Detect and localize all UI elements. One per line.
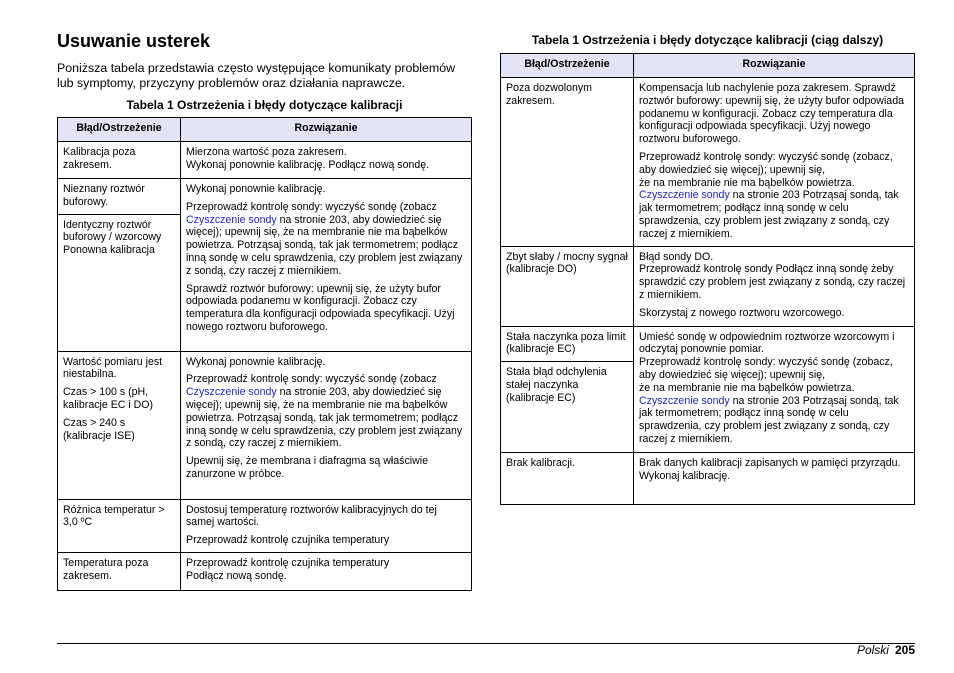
solution-text: Brak danych kalibracji zapisanych w pamięci przyrządu. — [639, 457, 901, 470]
table-header-row — [58, 118, 472, 142]
table-row — [501, 78, 915, 247]
error-cell — [58, 214, 181, 351]
error-cell — [58, 552, 181, 590]
solution-text: Wykonaj kalibrację. — [639, 469, 731, 482]
solution-line: Mierzona wartość poza zakresem. — [186, 146, 347, 158]
solution-paragraph: Przeprowadź kontrolę czujnika temperatury — [186, 534, 390, 547]
footer-language: Polski — [856, 643, 889, 657]
error-paragraph: Czas > 240 s (kalibracje ISE) — [63, 416, 135, 442]
error-text: Poza dozwolonym zakresem. — [506, 82, 592, 107]
footer-divider — [57, 643, 915, 644]
solution-paragraph — [186, 201, 466, 278]
solution-cell — [181, 179, 472, 352]
calibration-errors-table-continued — [500, 53, 915, 505]
solution-text: Przeprowadź kontrolę sondy Podłącz inną sondę żeby sprawdzić czy problem jest związany z sondą, czy raczej z miernikiem. — [639, 263, 906, 301]
solution-paragraph: Sprawdź roztwór buforowy: upewnij się, że użyty bufor odpowiada podanemu w konfiguracji. Zobacz czy temperatura dla konfiguracji odpowiada specyfikacji. Użyj nowego roztworu buforowego. — [186, 282, 455, 333]
solution-text: na stronie 203, aby dowiedzieć się więcej); upewnij się, że na membranie nie ma bąbelków powietrza. Potrząsaj sondą, tak jak termometrem; podłącz inną sondę w celu sprawdzenia, czy problem jest związany z sondą, czy raczej z miernikiem. — [186, 213, 463, 277]
solution-text: na stronie 203 Potrząsaj sondą, tak jak termometrem; podłącz inną sondę w celu sprawdzenia, czy problem jest związany z sondą, czy raczej z miernikiem. — [639, 189, 899, 240]
solution-paragraph: Wykonaj ponownie kalibrację. — [186, 183, 326, 195]
solution-cell — [634, 326, 915, 453]
solution-paragraph: Upewnij się, że membrana i diafragma są właściwie zanurzone w próbce. — [186, 455, 428, 480]
error-text: Zbyt słaby / mocny sygnał (kalibracje DO) — [506, 250, 628, 276]
page-footer — [857, 643, 915, 657]
error-text: Różnica temperatur > 3,0 ºC — [63, 503, 165, 529]
error-cell — [501, 78, 634, 247]
solution-paragraph: Dostosuj temperaturę roztworów kalibracyjnych do tej samej wartości. — [186, 503, 437, 529]
solution-line: Wykonaj ponownie kalibrację. Podłącz nową sondę. — [186, 158, 430, 171]
intro-paragraph: Poniższa tabela przedstawia często występujące komunikaty problemów lub symptomy, przyczyny problemów oraz działania naprawcze. — [57, 61, 456, 90]
table-row — [58, 142, 472, 179]
solution-cell — [181, 499, 472, 552]
solution-paragraph: Kompensacja lub nachylenie poza zakresem. Sprawdź roztwór buforowy: upewnij się, że użyty bufor odpowiada podanemu w konfiguracji. Zobacz czy temperatura dla konfiguracji odpowiada specyfikacji. Użyj nowego roztworu buforowego. — [639, 82, 904, 146]
cleaning-link[interactable]: Czyszczenie sondy — [186, 213, 277, 226]
solution-cell — [181, 552, 472, 590]
table-row — [501, 326, 915, 362]
solution-text: na stronie 203 Potrząsaj sondą, tak jak termometrem; podłącz inną sondę w celu sprawdzenia, czy problem jest związany z sondą, czy raczej z miernikiem. — [639, 394, 899, 445]
table-caption-continued: Tabela 1 Ostrzeżenia i błędy dotyczące kalibracji (ciąg dalszy) — [531, 33, 884, 47]
error-cell — [58, 142, 181, 179]
solution-paragraph: Skorzystaj z nowego roztworu wzorcowego. — [639, 306, 845, 319]
header-error: Błąd/Ostrzeżenie — [58, 118, 181, 142]
solution-text: na stronie 203, aby dowiedzieć się więcej); upewnij się, że na membranie nie ma bąbelków powietrza. Potrząsaj sondą, tak jak termometrem; podłącz inną sondę w celu sprawdzenia, czy problem jest związany z sondą, czy raczej z miernikiem. — [186, 386, 463, 450]
cleaning-link[interactable]: Czyszczenie sondy — [639, 394, 730, 407]
cleaning-link[interactable]: Czyszczenie sondy — [639, 189, 730, 202]
error-text: Ponowna kalibracja — [63, 244, 155, 257]
solution-text: Przeprowadź kontrolę sondy: wyczyść sondę (zobacz — [186, 200, 437, 213]
header-solution: Rozwiązanie — [634, 54, 915, 78]
table-row — [501, 246, 915, 326]
solution-paragraph — [639, 251, 909, 302]
cleaning-link[interactable]: Czyszczenie sondy — [186, 386, 277, 399]
table-caption: Tabela 1 Ostrzeżenia i błędy dotyczące kalibracji — [126, 98, 403, 112]
solution-paragraph — [186, 373, 466, 450]
solution-paragraph — [639, 151, 909, 241]
error-text: Nieznany roztwór buforowy. — [63, 183, 145, 208]
error-cell — [58, 351, 181, 499]
solution-text: Umieść sondę w odpowiednim roztworze wzorcowym i odczytaj ponownie pomiar. — [639, 330, 895, 356]
solution-paragraph: Wykonaj ponownie kalibrację. — [186, 355, 326, 368]
solution-cell — [634, 78, 915, 247]
solution-line: Przeprowadź kontrolę czujnika temperatury — [186, 556, 390, 569]
error-text: Stała naczynka poza limit (kalibracje EC) — [506, 330, 626, 356]
solution-cell — [634, 246, 915, 326]
solution-line: Podłącz nową sondę. — [186, 569, 287, 582]
error-paragraph: Wartość pomiaru jest niestabilna. — [63, 355, 163, 381]
solution-cell — [181, 142, 472, 179]
solution-cell — [634, 453, 915, 505]
table-row — [58, 552, 472, 590]
error-cell — [501, 453, 634, 505]
error-text: Identyczny roztwór buforowy / wzorcowy — [63, 218, 162, 244]
calibration-errors-table — [57, 117, 472, 591]
table-row — [58, 179, 472, 215]
solution-text: że na membranie nie ma bąbelków powietrza. — [639, 381, 855, 394]
solution-text: Przeprowadź kontrolę sondy: wyczyść sondę (zobacz, aby dowiedzieć się więcej); upewnij się, — [639, 150, 893, 176]
solution-cell — [181, 351, 472, 499]
error-text: Stała błąd odchylenia stałej naczynka (kalibracje EC) — [506, 366, 607, 404]
page-title: Usuwanie usterek — [57, 31, 211, 51]
error-cell — [501, 326, 634, 362]
page-number: 205 — [894, 643, 915, 657]
table-row — [58, 499, 472, 552]
error-text: Temperatura poza zakresem. — [63, 556, 149, 582]
solution-text: Przeprowadź kontrolę sondy: wyczyść sondę (zobacz — [186, 373, 437, 386]
error-text: Kalibracja poza zakresem. — [63, 146, 136, 171]
table-row — [58, 351, 472, 499]
error-cell — [58, 179, 181, 215]
solution-text: Przeprowadź kontrolę sondy: wyczyść sondę (zobacz, aby dowiedzieć się więcej); upewnij się, — [639, 356, 893, 381]
solution-text: Błąd sondy DO. — [639, 250, 714, 263]
error-text: Brak kalibracji. — [506, 457, 575, 470]
table-header-row — [501, 54, 915, 78]
header-solution: Rozwiązanie — [181, 118, 472, 142]
table-row — [501, 453, 915, 505]
header-error: Błąd/Ostrzeżenie — [501, 54, 634, 78]
error-paragraph: Czas > 100 s (pH, kalibracje EC i DO) — [63, 386, 154, 411]
error-cell — [501, 246, 634, 326]
error-cell — [501, 362, 634, 453]
error-cell — [58, 499, 181, 552]
solution-text: że na membranie nie ma bąbelków powietrza. — [639, 176, 855, 189]
